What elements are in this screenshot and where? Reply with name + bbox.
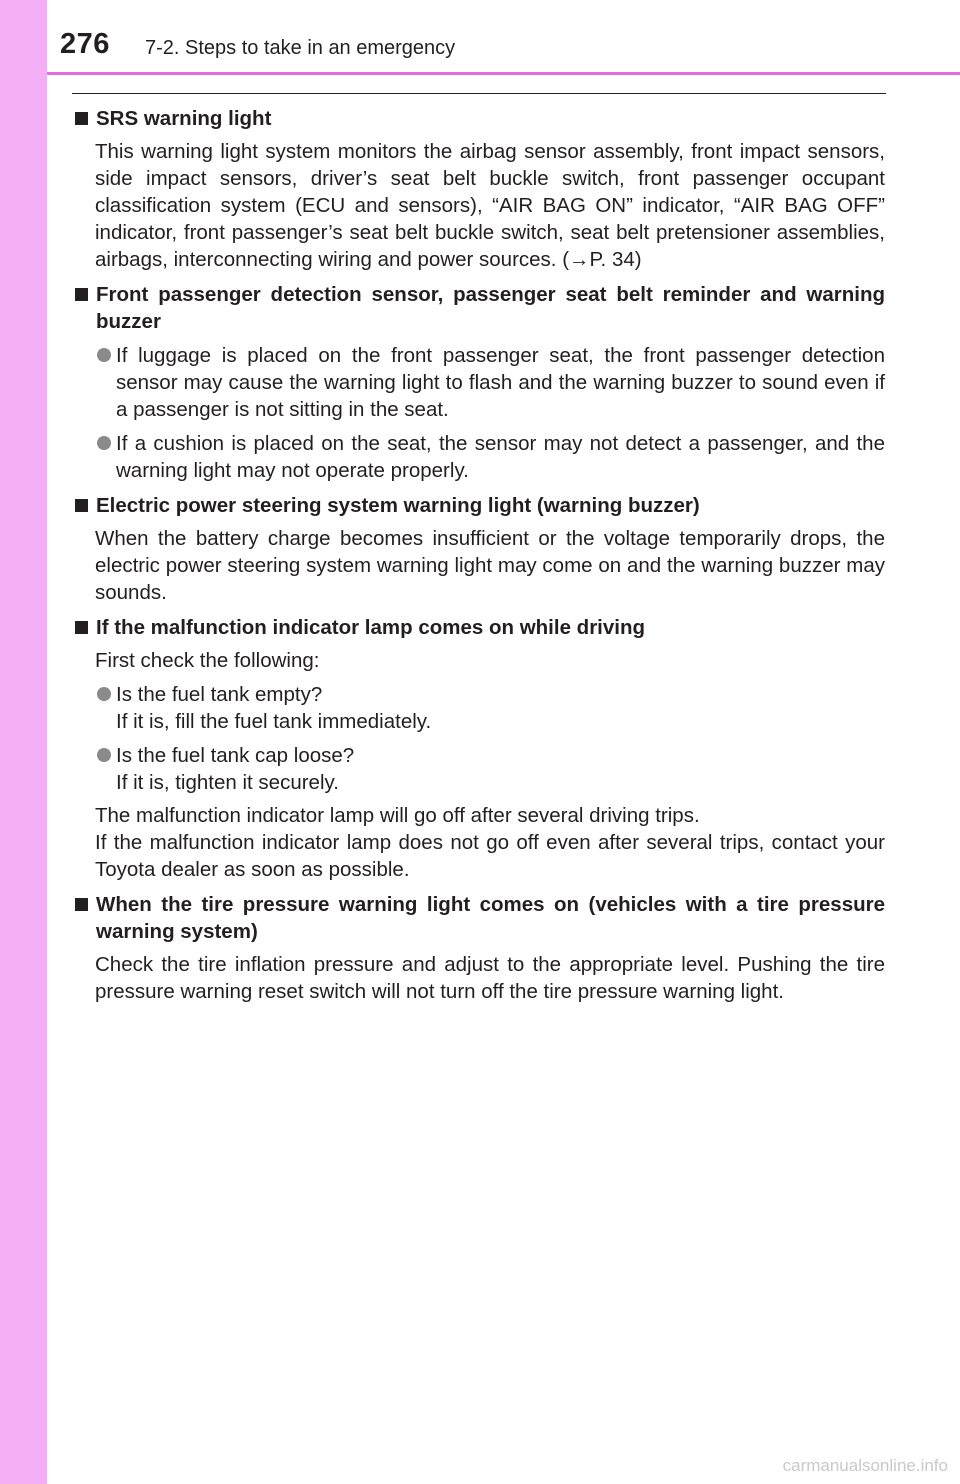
paragraph: Check the tire inflation pressure and adjust to the appropriate level. Pushing the tire pressure warning reset switch will not turn off the tire pressure warning light. [95,953,885,1003]
square-bullet-icon [75,621,88,634]
paragraph [72,802,885,883]
circle-bullet-icon [97,748,111,762]
list-item [72,430,885,484]
content-top-rule [72,93,886,94]
section-front-passenger-sensor [72,281,885,484]
section-heading [72,281,885,335]
chapter-side-band [0,0,47,1484]
heading-text: Electric power steering system warning light (warning buzzer) [96,494,700,517]
header-rule [47,72,960,75]
section-heading [72,492,885,519]
heading-text: When the tire pressure warning light comes on (vehicles with a tire pressure warning system) [96,893,885,943]
heading-text: Front passenger detection sensor, passenger seat belt reminder and warning buzzer [96,283,885,333]
paragraph-line: The malfunction indicator lamp will go off after several driving trips. [95,804,700,827]
paragraph: This warning light system monitors the airbag sensor assembly, front impact sensors, side impact sensors, driver’s seat belt buckle switch, front passenger occupant classification system (ECU and sensors), “AIR BAG ON” indicator, “AIR BAG OFF” indicator, front passenger’s seat belt buckle switch, seat belt pretensioner assemblies, airbags, interconnecting wiring and power sources. (→P. 34) [95,140,885,271]
square-bullet-icon [75,288,88,301]
section-srs-warning-light [72,105,885,273]
list-item [72,681,885,735]
section-electric-power-steering [72,492,885,606]
chapter-title: 7-2. Steps to take in an emergency [145,37,456,59]
section-tire-pressure-warning [72,891,885,1005]
circle-bullet-icon [97,348,111,362]
circle-bullet-icon [97,436,111,450]
page-number: 276 [60,28,110,60]
circle-bullet-icon [97,687,111,701]
list-item [72,742,885,796]
square-bullet-icon [75,112,88,125]
list-item [72,342,885,423]
square-bullet-icon [75,898,88,911]
list-item-question: Is the fuel tank cap loose? [116,744,355,767]
heading-text: SRS warning light [96,107,272,130]
square-bullet-icon [75,499,88,512]
section-malfunction-indicator [72,614,885,883]
list-item-question: Is the fuel tank empty? [116,683,323,706]
watermark: carmanualsonline.info [782,1456,948,1475]
paragraph-line: If the malfunction indicator lamp does not go off even after several trips, contact your Toyota dealer as soon as possible. [95,831,885,881]
section-heading [72,891,885,945]
section-heading [72,105,885,132]
list-item-text: If luggage is placed on the front passenger seat, the front passenger detection sensor may cause the warning light to flash and the warning buzzer to sound even if a passenger is not sitting in the seat. [116,344,885,421]
page-content [72,105,885,1013]
paragraph: When the battery charge becomes insufficient or the voltage temporarily drops, the electric power steering system warning light may come on and the warning buzzer may sounds. [95,527,885,604]
list-item-text: If a cushion is placed on the seat, the sensor may not detect a passenger, and the warning light may not operate properly. [116,432,885,482]
section-heading [72,614,885,641]
paragraph: First check the following: [95,649,320,672]
list-item-answer: If it is, fill the fuel tank immediately. [116,710,432,733]
list-item-answer: If it is, tighten it securely. [116,771,339,794]
heading-text: If the malfunction indicator lamp comes on while driving [96,616,646,639]
